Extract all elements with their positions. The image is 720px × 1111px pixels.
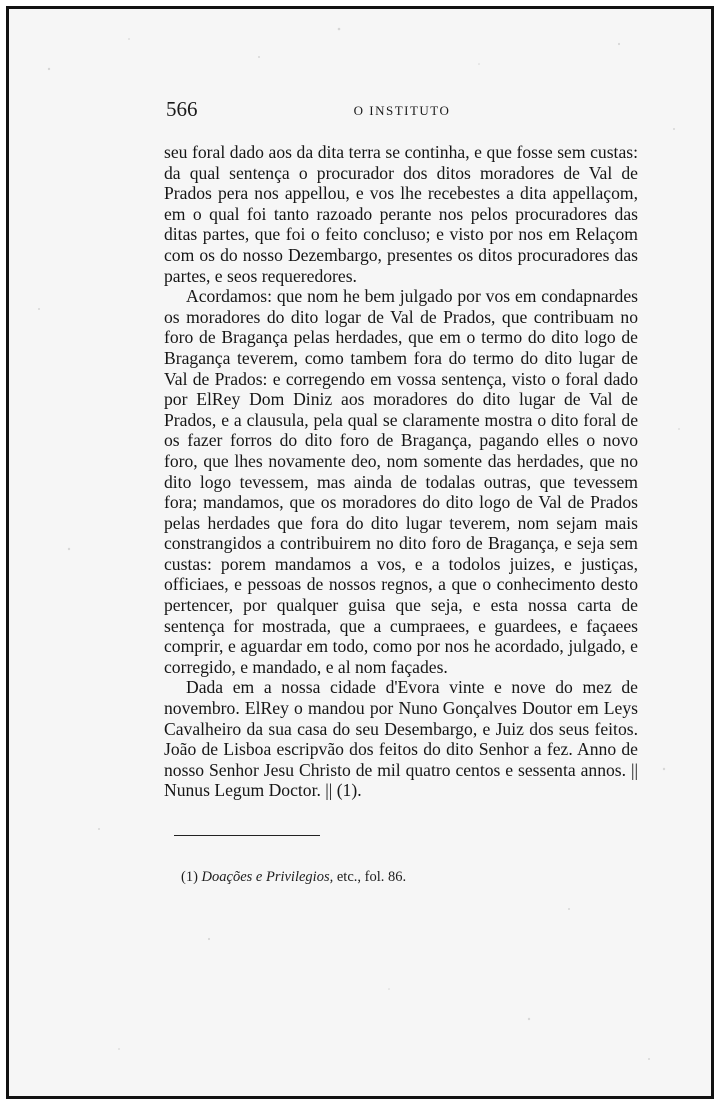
body-text: [164, 142, 638, 801]
footnote-reference: etc., fol. 86.: [336, 869, 407, 885]
paragraph: seu foral dado aos da dita terra se continha, e que fosse sem custas: da qual sentença o procurador dos ditos moradores de Val de Prados pera nos appellou, e vos lhe recebestes a dita appellaçom, em o qual foi tanto razoado perante nos pelos procuradores das ditas partes, que foi o feito concluso; e visto por nos em Relaçom com os do nosso Dezembargo, presentes os ditos procuradores das partes, e seos requeredores.: [164, 142, 638, 286]
paragraph: Acordamos: que nom he bem julgado por vos em condapnardes os moradores do dito logar de Val de Prados, que contribuam no foro de Bragança pelas herdades, que em o termo do dito logo de Bragança teverem, como tambem fora do termo do dito lugar de Val de Prados: e corregendo em vossa sentença, visto o foral dado por ElRey Dom Diniz aos moradores do dito lugar de Val de Prados, e a clausula, pela qual se claramente mostra o dito foral de os fazer forros do dito foro de Bragança, pagando elles o novo foro, que lhes novamente deo, nom somente das herdades, que no dito logo tevessem, mas ainda de todalas outras, que tevessem fora; mandamos, que os moradores do dito logo de Val de Prados pelas herdades que fora do dito lugar teverem, nom sejam mais constrangidos a contribuirem no dito foro de Bragança, e seja sem custas: porem mandamos a vos, e a todolos juizes, e justiças, officiaes, e pessoas de nossos regnos, a que o conhecimento desto pertencer, por qualquer guisa que seja, e esta nossa carta de sentença for mostrada, que a cumpraees, e guardees, e façaees comprir, e aguardar em todo, como por nos he acordado, julgado, e corregido, e mandado, e al nom façades.: [164, 286, 638, 677]
footnote-marker: (1): [181, 869, 198, 885]
page-number: 566: [166, 97, 198, 121]
running-title: O INSTITUTO: [353, 103, 451, 118]
footnote-source: Doações e Privilegios,: [201, 869, 334, 885]
footnote-rule: [174, 835, 320, 836]
book-page: [6, 6, 714, 1099]
page-header: [166, 99, 638, 123]
footnote: [181, 869, 611, 886]
paragraph: Dada em a nossa cidade d'Evora vinte e nove do mez de novembro. ElRey o mandou por Nuno Gonçalves Doutor em Leys Cavalheiro da sua casa do seu Desembargo, e Juiz dos seus feitos. João de Lisboa escripvão dos feitos do dito Senhor a fez. Anno de nosso Senhor Jesu Christo de mil quatro centos e sessenta annos. || Nunus Legum Doctor. || (1).: [164, 677, 638, 801]
